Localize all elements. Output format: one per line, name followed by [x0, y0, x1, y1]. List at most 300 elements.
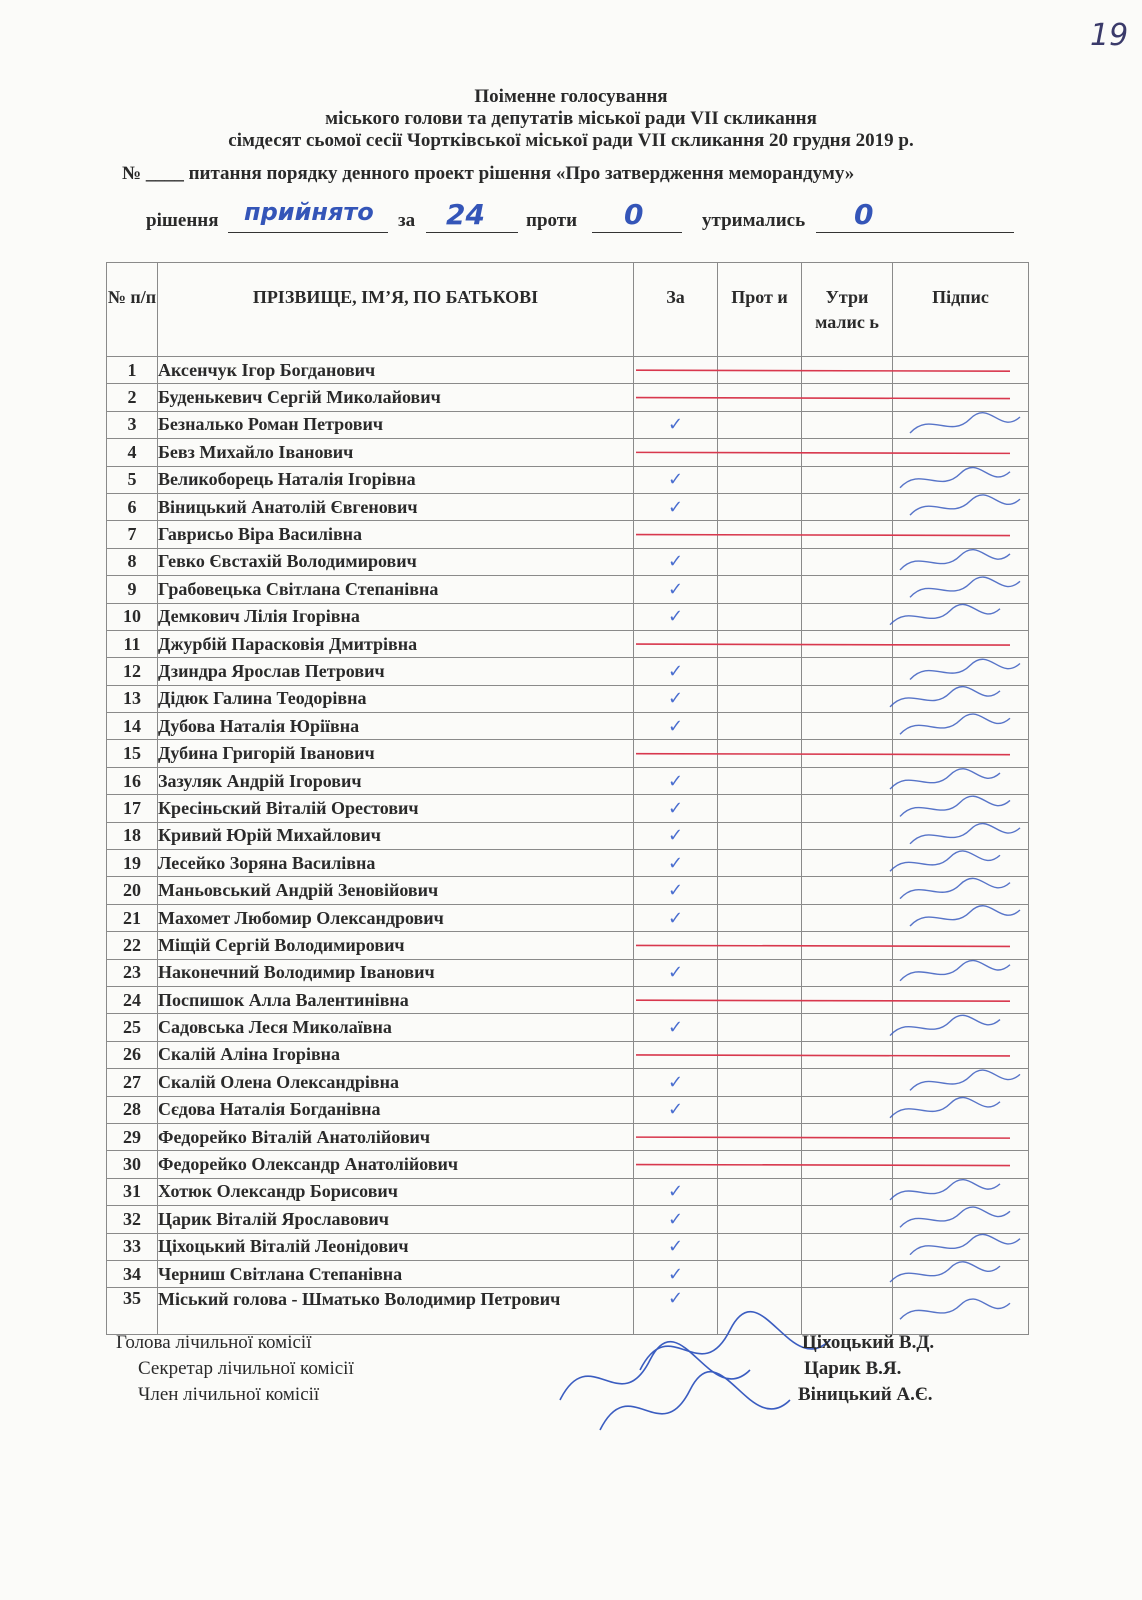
vote-abstained-cell	[802, 1260, 893, 1287]
vote-against-cell	[718, 959, 802, 986]
vote-against-cell	[718, 767, 802, 794]
table-row	[107, 1206, 1029, 1233]
table-row	[107, 1178, 1029, 1205]
checkmark-icon: ✓	[667, 1017, 684, 1039]
vote-abstained-cell	[802, 713, 893, 740]
vote-abstained-cell	[802, 493, 893, 520]
vote-for-cell	[634, 1288, 718, 1335]
signature-cell	[893, 521, 1029, 548]
row-number: 19	[107, 850, 158, 877]
vote-against-cell	[718, 1014, 802, 1041]
deputy-name: Міський голова - Шматько Володимир Петрович	[158, 1288, 634, 1335]
checkmark-icon: ✓	[667, 469, 684, 491]
deputy-name: Бевз Михайло Іванович	[158, 439, 634, 466]
vote-abstained-cell	[802, 904, 893, 931]
vote-against-cell	[718, 1096, 802, 1123]
vote-for-cell	[634, 658, 718, 685]
table-row	[107, 521, 1029, 548]
vote-abstained-cell	[802, 576, 893, 603]
signature-cell	[893, 603, 1029, 630]
row-number: 34	[107, 1260, 158, 1287]
vote-for-cell	[634, 1041, 718, 1068]
vote-abstained-cell	[802, 1069, 893, 1096]
signature-cell	[893, 959, 1029, 986]
row-number: 23	[107, 959, 158, 986]
table-row	[107, 713, 1029, 740]
col-header-signature: Підпис	[893, 263, 1029, 357]
row-number: 7	[107, 521, 158, 548]
vote-for-cell	[634, 384, 718, 411]
table-row	[107, 630, 1029, 657]
signature-cell	[893, 1206, 1029, 1233]
checkmark-icon: ✓	[667, 715, 684, 737]
signature-cell	[893, 658, 1029, 685]
checkmark-icon: ✓	[667, 1263, 684, 1285]
vote-for-cell	[634, 904, 718, 931]
deputy-name: Міщій Сергій Володимирович	[158, 932, 634, 959]
vote-for-cell	[634, 439, 718, 466]
checkmark-icon: ✓	[667, 1236, 684, 1258]
row-number: 9	[107, 576, 158, 603]
deputy-name: Зазуляк Андрій Ігорович	[158, 767, 634, 794]
vote-abstained-cell	[802, 1096, 893, 1123]
deputy-name: Лесейко Зоряна Василівна	[158, 850, 634, 877]
deputy-name: Кресіньский Віталій Орестович	[158, 795, 634, 822]
table-row	[107, 576, 1029, 603]
vote-against-cell	[718, 603, 802, 630]
abstained-label: утримались	[702, 210, 806, 231]
deputy-name: Черниш Світлана Степанівна	[158, 1260, 634, 1287]
table-row	[107, 658, 1029, 685]
vote-against-cell	[718, 357, 802, 384]
deputy-name: Царик Віталій Ярославович	[158, 1206, 634, 1233]
row-number: 27	[107, 1069, 158, 1096]
table-header-row	[107, 263, 1029, 357]
vote-abstained-cell	[802, 658, 893, 685]
deputy-name: Аксенчук Ігор Богданович	[158, 357, 634, 384]
table-row	[107, 411, 1029, 438]
row-number: 1	[107, 357, 158, 384]
commission-member-label: Член лічильної комісії	[138, 1384, 320, 1405]
checkmark-icon: ✓	[667, 1208, 684, 1230]
vote-abstained-cell	[802, 411, 893, 438]
vote-against-cell	[718, 630, 802, 657]
commission-signature	[600, 1372, 790, 1430]
vote-abstained-cell	[802, 1151, 893, 1178]
vote-abstained-cell	[802, 1206, 893, 1233]
commission-secretary-name: Царик В.Я.	[804, 1358, 902, 1379]
checkmark-icon: ✓	[667, 688, 684, 710]
vote-abstained-cell	[802, 466, 893, 493]
vote-for-cell	[634, 1206, 718, 1233]
vote-against-cell	[718, 1260, 802, 1287]
underline	[816, 232, 1014, 233]
vote-against-cell	[718, 521, 802, 548]
checkmark-icon: ✓	[667, 551, 684, 573]
table-row	[107, 822, 1029, 849]
vote-abstained-cell	[802, 1233, 893, 1260]
signature-cell	[893, 1233, 1029, 1260]
vote-abstained-cell	[802, 1041, 893, 1068]
vote-abstained-cell	[802, 521, 893, 548]
table-row	[107, 986, 1029, 1013]
vote-for-cell	[634, 822, 718, 849]
signature-cell	[893, 576, 1029, 603]
table-row	[107, 1233, 1029, 1260]
vote-for-cell	[634, 877, 718, 904]
deputy-name: Кривий Юрій Михайлович	[158, 822, 634, 849]
checkmark-icon: ✓	[667, 496, 684, 518]
signature-cell	[893, 986, 1029, 1013]
row-number: 14	[107, 713, 158, 740]
commission-signature	[560, 1342, 750, 1400]
row-number: 20	[107, 877, 158, 904]
checkmark-icon: ✓	[667, 1099, 684, 1121]
commission-secretary-label: Секретар лічильної комісії	[138, 1358, 354, 1379]
vote-for-cell	[634, 795, 718, 822]
vote-for-cell	[634, 357, 718, 384]
table-row	[107, 932, 1029, 959]
table-row	[107, 1260, 1029, 1287]
row-number: 13	[107, 685, 158, 712]
signature-cell	[893, 1014, 1029, 1041]
signature-cell	[893, 850, 1029, 877]
vote-for-cell	[634, 576, 718, 603]
row-number: 22	[107, 932, 158, 959]
table-row	[107, 466, 1029, 493]
checkmark-icon: ✓	[667, 852, 684, 874]
table-row	[107, 877, 1029, 904]
vote-abstained-cell	[802, 384, 893, 411]
vote-against-cell	[718, 658, 802, 685]
col-header-abstained: Утри малис ь	[802, 263, 893, 357]
table-row	[107, 1041, 1029, 1068]
underline	[426, 232, 518, 233]
row-number: 5	[107, 466, 158, 493]
deputy-name: Скалій Аліна Ігорівна	[158, 1041, 634, 1068]
row-number: 11	[107, 630, 158, 657]
underline	[592, 232, 682, 233]
vote-abstained-cell	[802, 795, 893, 822]
deputy-name: Гевко Євстахій Володимирович	[158, 548, 634, 575]
signature-cell	[893, 1178, 1029, 1205]
vote-abstained-cell	[802, 1014, 893, 1041]
vote-against-cell	[718, 548, 802, 575]
header-session: сімдесят сьомої сесії Чортківської міської ради VII скликання 20 грудня 2019 р.	[228, 130, 914, 151]
row-number: 30	[107, 1151, 158, 1178]
signature-cell	[893, 1288, 1029, 1335]
vote-for-cell	[634, 1069, 718, 1096]
vote-abstained-cell	[802, 850, 893, 877]
against-label: проти	[526, 210, 578, 231]
vote-abstained-cell	[802, 1178, 893, 1205]
col-header-name: ПРІЗВИЩЕ, ІМ’Я, ПО БАТЬКОВІ	[158, 263, 634, 357]
decision-label: рішення	[146, 210, 219, 231]
vote-abstained-cell	[802, 767, 893, 794]
vote-against-cell	[718, 713, 802, 740]
vote-against-cell	[718, 795, 802, 822]
deputy-name: Скалій Олена Олександрівна	[158, 1069, 634, 1096]
deputy-name: Хотюк Олександр Борисович	[158, 1178, 634, 1205]
checkmark-icon: ✓	[667, 606, 684, 628]
checkmark-icon: ✓	[667, 578, 684, 600]
vote-against-cell	[718, 986, 802, 1013]
vote-against-cell	[718, 384, 802, 411]
col-header-for: За	[634, 263, 718, 357]
deputy-name: Наконечний Володимир Іванович	[158, 959, 634, 986]
signature-cell	[893, 1069, 1029, 1096]
row-number: 2	[107, 384, 158, 411]
vote-against-cell	[718, 1206, 802, 1233]
vote-abstained-cell	[802, 1123, 893, 1150]
row-number: 18	[107, 822, 158, 849]
deputy-name: Безналько Роман Петрович	[158, 411, 634, 438]
deputy-name: Поспишок Алла Валентинівна	[158, 986, 634, 1013]
signature-cell	[893, 767, 1029, 794]
signature-cell	[893, 357, 1029, 384]
header-title: Поіменне голосування	[474, 86, 668, 107]
vote-abstained-cell	[802, 603, 893, 630]
row-number: 12	[107, 658, 158, 685]
table-row	[107, 1014, 1029, 1041]
signature-cell	[893, 548, 1029, 575]
vote-abstained-cell	[802, 822, 893, 849]
vote-abstained-cell	[802, 630, 893, 657]
vote-abstained-cell	[802, 1288, 893, 1335]
vote-against-cell	[718, 932, 802, 959]
table-row	[107, 439, 1029, 466]
vote-for-cell	[634, 630, 718, 657]
vote-against-cell	[718, 439, 802, 466]
checkmark-icon: ✓	[667, 1071, 684, 1093]
signature-cell	[893, 932, 1029, 959]
vote-against-cell	[718, 822, 802, 849]
vote-for-cell	[634, 740, 718, 767]
vote-against-cell	[718, 1233, 802, 1260]
vote-for-cell	[634, 986, 718, 1013]
row-number: 33	[107, 1233, 158, 1260]
vote-abstained-cell	[802, 986, 893, 1013]
table-row	[107, 493, 1029, 520]
voting-table	[106, 262, 1029, 1335]
row-number: 29	[107, 1123, 158, 1150]
deputy-name: Великоборець Наталія Ігорівна	[158, 466, 634, 493]
vote-for-cell	[634, 521, 718, 548]
vote-for-cell	[634, 1014, 718, 1041]
against-count: 0	[624, 198, 644, 231]
col-header-against: Прот и	[718, 263, 802, 357]
deputy-name: Сєдова Наталія Богданівна	[158, 1096, 634, 1123]
vote-against-cell	[718, 1123, 802, 1150]
signature-cell	[893, 740, 1029, 767]
row-number: 6	[107, 493, 158, 520]
signature-cell	[893, 630, 1029, 657]
deputy-name: Федорейко Олександр Анатолійович	[158, 1151, 634, 1178]
row-number: 35	[107, 1288, 158, 1335]
commission-chair-name: Ціхоцький В.Д.	[802, 1332, 935, 1353]
checkmark-icon: ✓	[667, 1181, 684, 1203]
vote-for-cell	[634, 493, 718, 520]
row-number: 16	[107, 767, 158, 794]
signature-cell	[893, 493, 1029, 520]
vote-for-cell	[634, 1178, 718, 1205]
table-row	[107, 384, 1029, 411]
vote-against-cell	[718, 685, 802, 712]
deputy-name: Гаврисьо Віра Василівна	[158, 521, 634, 548]
checkmark-icon: ✓	[667, 880, 684, 902]
vote-against-cell	[718, 1288, 802, 1335]
vote-against-cell	[718, 493, 802, 520]
row-number: 4	[107, 439, 158, 466]
commission-member-name: Віницький А.Є.	[798, 1384, 933, 1405]
signature-cell	[893, 1041, 1029, 1068]
for-count: 24	[446, 198, 485, 231]
vote-for-cell	[634, 850, 718, 877]
deputy-name: Махомет Любомир Олександрович	[158, 904, 634, 931]
col-header-num: № п/п	[107, 263, 158, 357]
commission-chair-label: Голова лічильної комісії	[116, 1332, 312, 1353]
vote-against-cell	[718, 466, 802, 493]
table-row	[107, 1151, 1029, 1178]
checkmark-icon: ✓	[667, 1288, 684, 1310]
vote-abstained-cell	[802, 685, 893, 712]
table-row	[107, 850, 1029, 877]
deputy-name: Дубова Наталія Юріївна	[158, 713, 634, 740]
signature-cell	[893, 822, 1029, 849]
vote-against-cell	[718, 576, 802, 603]
checkmark-icon: ✓	[667, 797, 684, 819]
checkmark-icon: ✓	[667, 770, 684, 792]
table-row	[107, 1069, 1029, 1096]
deputy-name: Грабовецька Світлана Степанівна	[158, 576, 634, 603]
deputy-name: Ціхоцький Віталій Леонідович	[158, 1233, 634, 1260]
vote-for-cell	[634, 959, 718, 986]
row-number: 15	[107, 740, 158, 767]
deputy-name: Дідюк Галина Теодорівна	[158, 685, 634, 712]
row-number: 31	[107, 1178, 158, 1205]
vote-for-cell	[634, 767, 718, 794]
signature-cell	[893, 1096, 1029, 1123]
signature-cell	[893, 411, 1029, 438]
deputy-name: Буденькевич Сергій Миколайович	[158, 384, 634, 411]
vote-for-cell	[634, 1123, 718, 1150]
signature-cell	[893, 1260, 1029, 1287]
vote-against-cell	[718, 850, 802, 877]
vote-abstained-cell	[802, 740, 893, 767]
vote-abstained-cell	[802, 932, 893, 959]
checkmark-icon: ✓	[667, 907, 684, 929]
table-row	[107, 740, 1029, 767]
table-row	[107, 685, 1029, 712]
signature-cell	[893, 439, 1029, 466]
signature-cell	[893, 384, 1029, 411]
vote-abstained-cell	[802, 877, 893, 904]
abstained-count: 0	[854, 198, 874, 231]
table-row	[107, 795, 1029, 822]
deputy-name: Джурбій Парасковія Дмитрівна	[158, 630, 634, 657]
vote-for-cell	[634, 1151, 718, 1178]
vote-against-cell	[718, 1151, 802, 1178]
table-row	[107, 1288, 1029, 1335]
vote-against-cell	[718, 1069, 802, 1096]
deputy-name: Демкович Лілія Ігорівна	[158, 603, 634, 630]
header-question: № ____ питання порядку денного проект рішення «Про затвердження меморандуму»	[122, 163, 855, 184]
table-row	[107, 357, 1029, 384]
signature-cell	[893, 685, 1029, 712]
document-header	[0, 86, 1142, 152]
vote-against-cell	[718, 877, 802, 904]
table-row	[107, 904, 1029, 931]
table-row	[107, 603, 1029, 630]
vote-for-cell	[634, 713, 718, 740]
checkmark-icon: ✓	[667, 660, 684, 682]
underline	[228, 232, 388, 233]
vote-for-cell	[634, 1260, 718, 1287]
vote-abstained-cell	[802, 357, 893, 384]
row-number: 8	[107, 548, 158, 575]
row-number: 21	[107, 904, 158, 931]
signature-cell	[893, 1123, 1029, 1150]
row-number: 25	[107, 1014, 158, 1041]
table-row	[107, 548, 1029, 575]
decision-value: прийнято	[244, 198, 374, 226]
vote-for-cell	[634, 548, 718, 575]
table-row	[107, 959, 1029, 986]
vote-abstained-cell	[802, 439, 893, 466]
table-row	[107, 767, 1029, 794]
vote-against-cell	[718, 1178, 802, 1205]
row-number: 26	[107, 1041, 158, 1068]
checkmark-icon: ✓	[667, 414, 684, 436]
vote-for-cell	[634, 466, 718, 493]
checkmark-icon: ✓	[667, 825, 684, 847]
page-number: 19	[1090, 18, 1129, 53]
header-subtitle: міського голови та депутатів міської ради VII скликання	[325, 108, 817, 129]
row-number: 24	[107, 986, 158, 1013]
row-number: 17	[107, 795, 158, 822]
row-number: 3	[107, 411, 158, 438]
signature-cell	[893, 795, 1029, 822]
vote-against-cell	[718, 740, 802, 767]
deputy-name: Маньовський Андрій Зеновійович	[158, 877, 634, 904]
vote-abstained-cell	[802, 548, 893, 575]
signature-cell	[893, 877, 1029, 904]
row-number: 32	[107, 1206, 158, 1233]
deputy-name: Віницький Анатолій Євгенович	[158, 493, 634, 520]
vote-abstained-cell	[802, 959, 893, 986]
signature-cell	[893, 466, 1029, 493]
table-row	[107, 1123, 1029, 1150]
deputy-name: Дубина Григорій Іванович	[158, 740, 634, 767]
vote-for-cell	[634, 685, 718, 712]
row-number: 10	[107, 603, 158, 630]
signature-cell	[893, 1151, 1029, 1178]
deputy-name: Садовська Леся Миколаївна	[158, 1014, 634, 1041]
for-label: за	[398, 210, 416, 231]
vote-for-cell	[634, 411, 718, 438]
deputy-name: Федорейко Віталій Анатолійович	[158, 1123, 634, 1150]
table-row	[107, 1096, 1029, 1123]
vote-against-cell	[718, 1041, 802, 1068]
vote-against-cell	[718, 411, 802, 438]
vote-for-cell	[634, 932, 718, 959]
signature-cell	[893, 713, 1029, 740]
row-number: 28	[107, 1096, 158, 1123]
vote-for-cell	[634, 1233, 718, 1260]
vote-for-cell	[634, 603, 718, 630]
vote-against-cell	[718, 904, 802, 931]
vote-for-cell	[634, 1096, 718, 1123]
